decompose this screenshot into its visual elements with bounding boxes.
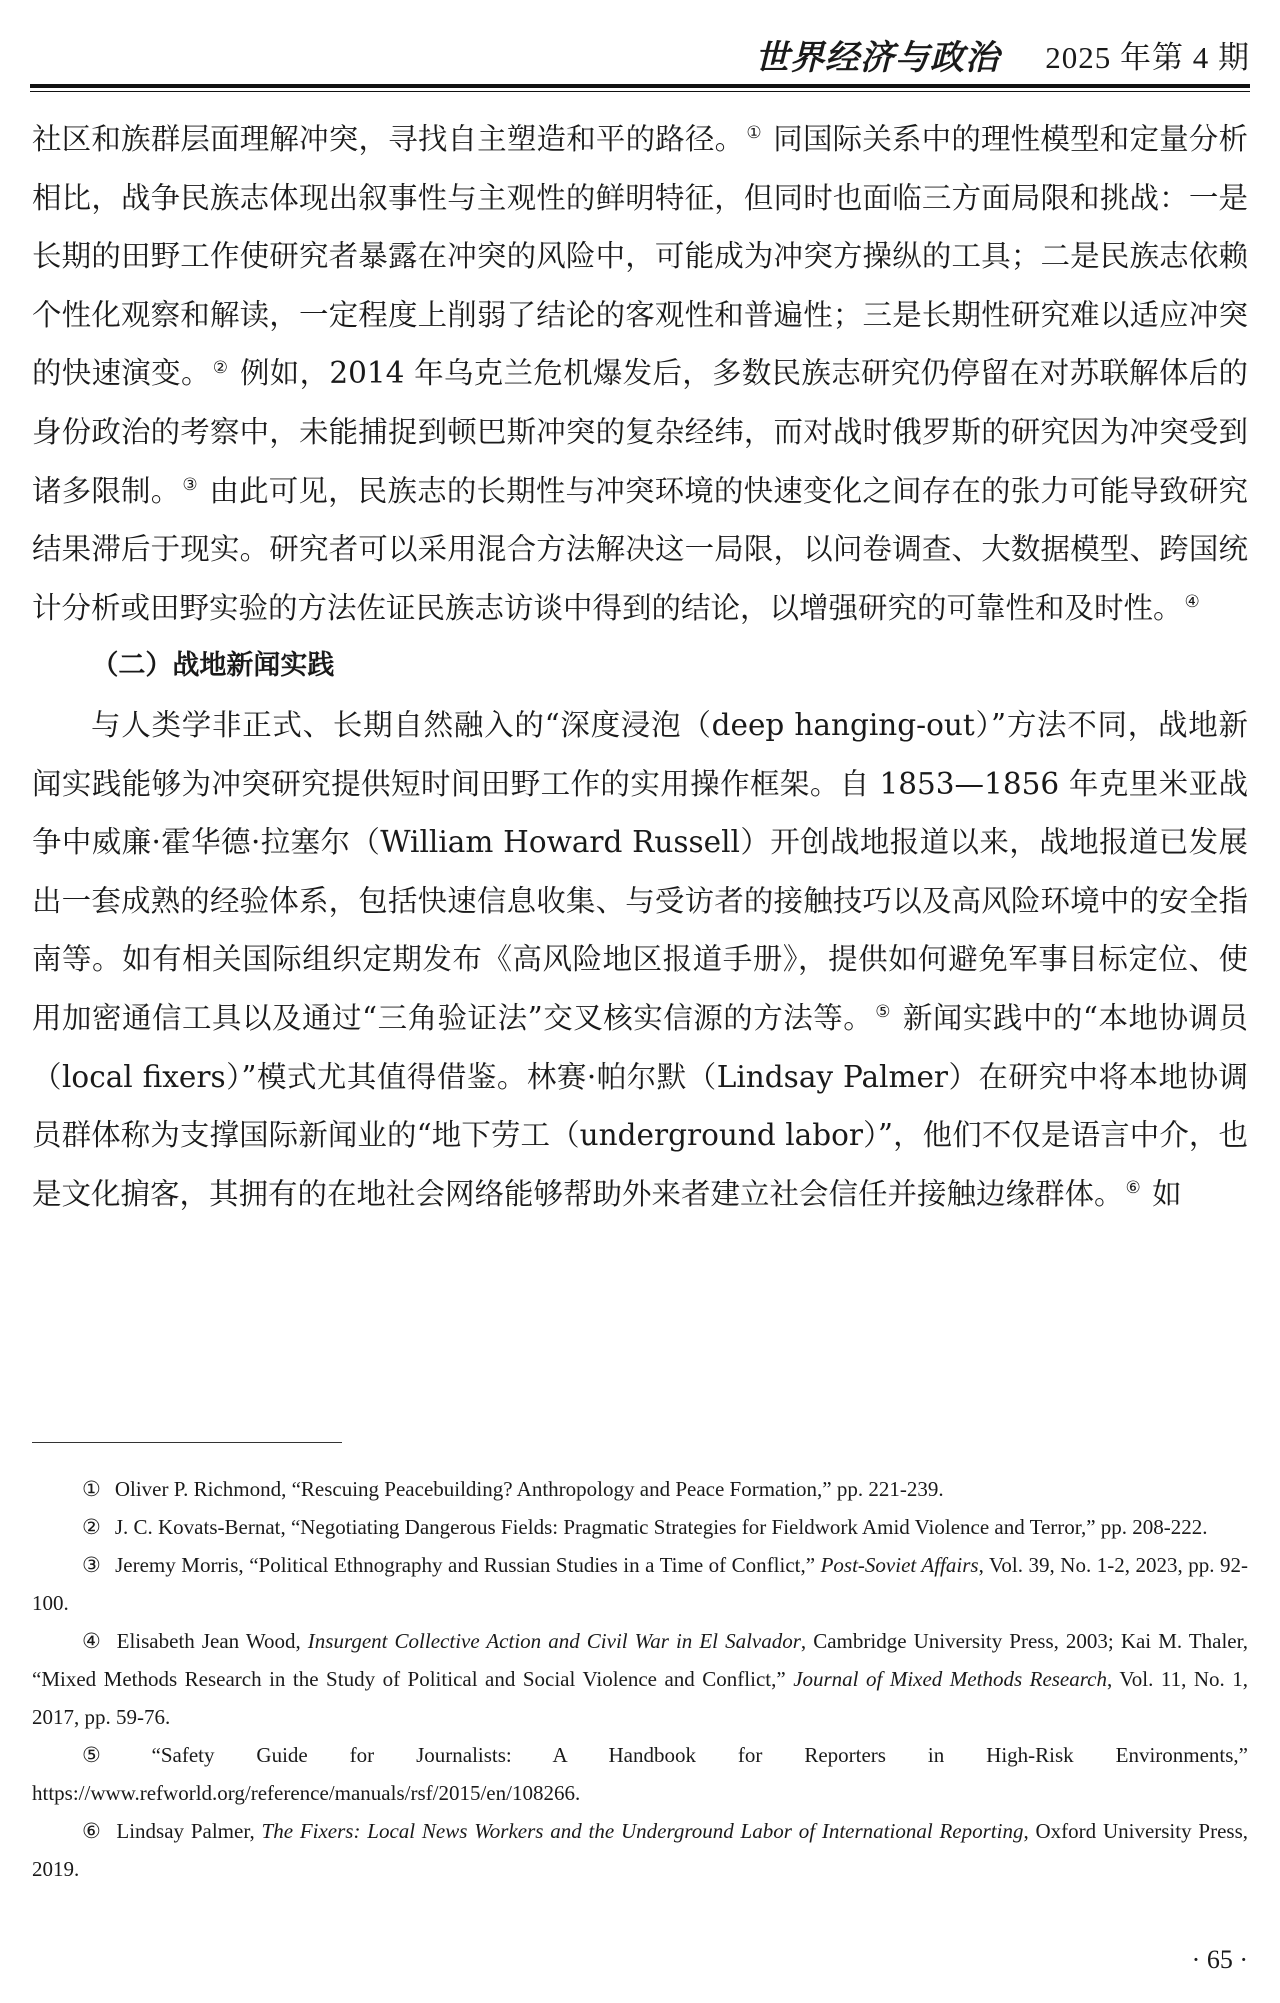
footnote-book-title: Insurgent Collective Action and Civil War in El Salvador: [307, 1629, 801, 1653]
footnote-text: J. C. Kovats-Bernat, “Negotiating Dangerous Fields: Pragmatic Strategies for Fieldwork Amid Violence and Terror,” pp. 208-222.: [114, 1515, 1208, 1539]
footnote-ref-5[interactable]: ⑤: [875, 1002, 891, 1023]
paragraph-text: 新闻实践中的“本地协调员（local fixers）”模式尤其值得借鉴。林赛·帕尔默（Lindsay Palmer）在研究中将本地协调员群体称为支撑国际新闻业的“地下劳工（underground labor）”，他们不仅是语言中介，也是文化掮客，其拥有的在地社会网络能够帮助外来者建立社会信任并接触边缘群体。: [32, 1000, 1248, 1211]
footnote-ref-1[interactable]: ①: [746, 123, 762, 144]
footnote-book-title: The Fixers: Local News Workers and the Underground Labor of International Reporting: [261, 1819, 1024, 1843]
paragraph-text: 由此可见，民族志的长期性与冲突环境的快速变化之间存在的张力可能导致研究结果滞后于现实。研究者可以采用混合方法解决这一局限，以问卷调查、大数据模型、跨国统计分析或田野实验的方法佐证民族志访谈中得到的结论，以增强研究的可靠性和及时性。: [32, 473, 1248, 625]
footnote-number: ①: [82, 1477, 101, 1501]
paragraph-text: 社区和族群层面理解冲突，寻找自主塑造和平的路径。: [32, 122, 745, 156]
header-rule-thick: [30, 84, 1250, 88]
footnote-number: ②: [82, 1515, 101, 1539]
footnote-text: , Cambridge University Press, 2003; Kai M. Thaler, “Mixed Methods Research in the Study of Political and Social Violence and Conflict,”: [32, 1629, 1249, 1691]
footnote-number: ④: [82, 1629, 103, 1653]
footnote-6: [32, 1812, 1248, 1888]
paragraph-text: 与人类学非正式、长期自然融入的“深度浸泡（deep hanging-out）”方法不同，战地新闻实践能够为冲突研究提供短时间田野工作的实用操作框架。自 1853—1856 年克里米亚战争中威廉·霍华德·拉塞尔（William Howard Russell）开创战地报道以来，战地报道已发展出一套成熟的经验体系，包括快速信息收集、与受访者的接触技巧以及高风险环境中的安全指南等。如有相关国际组织定期发布《高风险地区报道手册》，提供如何避免军事目标定位、使用加密通信工具以及通过“三角验证法”交叉核实信源的方法等。: [32, 707, 1248, 1035]
footnote-journal: Post-Soviet Affairs: [820, 1553, 979, 1577]
footnote-4: [32, 1622, 1248, 1736]
footnote-number: ⑤: [82, 1743, 138, 1767]
paragraph-1: [32, 110, 1248, 637]
page-number: · 65 ·: [1191, 1945, 1248, 1974]
footnote-ref-2[interactable]: ②: [212, 357, 229, 378]
journal-title: 世界经济与政治: [755, 38, 1000, 78]
footnote-text: Oliver P. Richmond, “Rescuing Peacebuilding? Anthropology and Peace Formation,” pp. 221-239.: [114, 1477, 944, 1501]
footnote-1: [32, 1470, 1248, 1508]
footnote-3: [32, 1546, 1248, 1622]
header-rule-thin: [30, 91, 1250, 92]
footnote-text: , Oxford University Press, 2019.: [32, 1819, 1248, 1881]
footnote-divider: [32, 1442, 342, 1443]
paragraph-2: [32, 696, 1248, 1223]
footnote-text: Elisabeth Jean Wood,: [116, 1629, 308, 1653]
footnotes: [32, 1470, 1248, 1888]
footnote-number: ③: [82, 1553, 102, 1577]
paragraph-text: 同国际关系中的理性模型和定量分析相比，战争民族志体现出叙事性与主观性的鲜明特征，但同时也面临三方面局限和挑战：一是长期的田野工作使研究者暴露在冲突的风险中，可能成为冲突方操纵的工具；二是民族志依赖个性化观察和解读，一定程度上削弱了结论的客观性和普遍性；三是长期性研究难以适应冲突的快速演变。: [32, 122, 1248, 391]
footnote-text: “Safety Guide for Journalists: A Handbook for Reporters in High-Risk Environments,” https://www.refworld.org/reference/manuals/rsf/2015/en/108266.: [32, 1743, 1248, 1805]
footnote-2: [32, 1508, 1248, 1546]
footnote-journal: Journal of Mixed Methods Research: [793, 1667, 1107, 1691]
running-header: [30, 30, 1250, 82]
footnote-5: [32, 1736, 1248, 1812]
footnote-text: , Vol. 11, No. 1, 2017, pp. 59-76.: [32, 1667, 1248, 1729]
issue-label: 2025 年第 4 期: [1045, 40, 1250, 75]
footnote-number: ⑥: [82, 1819, 103, 1843]
footnote-text: Lindsay Palmer,: [116, 1819, 262, 1843]
article-body: [32, 110, 1248, 1223]
footnote-text: , Vol. 39, No. 1-2, 2023, pp. 92-100.: [32, 1553, 1249, 1615]
section-heading: （二）战地新闻实践: [91, 650, 335, 682]
paragraph-text: 如: [1142, 1176, 1182, 1211]
paragraph-text: 例如，2014 年乌克兰危机爆发后，多数民族志研究仍停留在对苏联解体后的身份政治的考察中，未能捕捉到顿巴斯冲突的复杂经纬，而对战时俄罗斯的研究因为冲突受到诸多限制。: [32, 356, 1248, 508]
footnote-text: Jeremy Morris, “Political Ethnography and Russian Studies in a Time of Conflict,”: [115, 1553, 821, 1577]
footnote-ref-3[interactable]: ③: [182, 474, 198, 495]
footnote-ref-6[interactable]: ⑥: [1125, 1177, 1141, 1198]
footnote-ref-4[interactable]: ④: [1184, 591, 1200, 612]
